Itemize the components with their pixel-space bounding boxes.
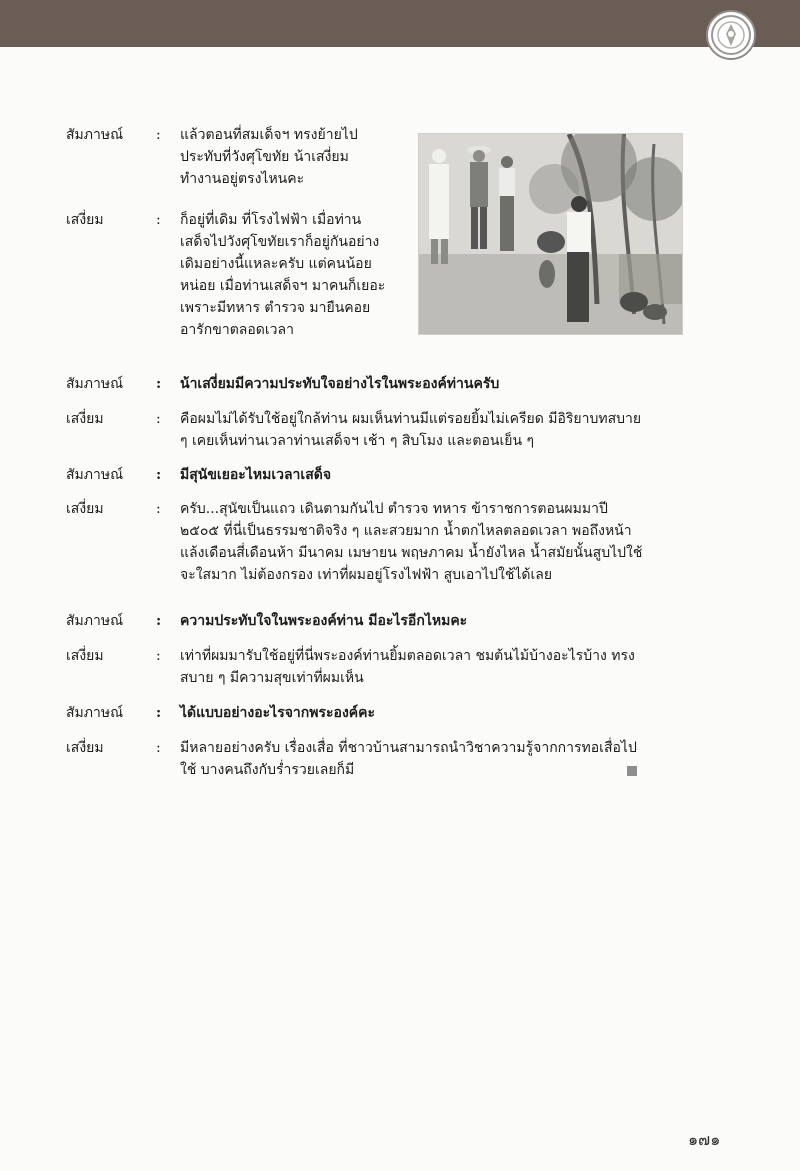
speaker-label: สัมภาษณ์ (66, 705, 124, 721)
speaker-label: สัมภาษณ์ (66, 127, 124, 143)
speaker-label: สัมภาษณ์ (66, 467, 124, 483)
speaker-label: สัมภาษณ์ (66, 613, 124, 629)
colon-separator: : (156, 740, 161, 756)
speaker-label: เสงี่ยม (66, 648, 104, 664)
colon-separator: : (156, 648, 161, 664)
end-mark (627, 766, 637, 776)
speaker-label: เสงี่ยม (66, 740, 104, 756)
speaker-label: เสงี่ยม (66, 411, 104, 427)
dialogue-text: เท่าที่ผมมารับใช้อยู่ที่นี่พระองค์ท่านยิ้มตลอดเวลา ชมต้นไม้บ้างอะไรบ้าง ทรงสบาย ๆ มีความสุขเท่าที่ผมเห็น (180, 648, 635, 686)
archival-photo (418, 133, 683, 335)
colon-separator: : (156, 613, 162, 629)
colon-separator: : (156, 705, 162, 721)
speaker-label: เสงี่ยม (66, 212, 104, 228)
dialogue-text: มีสุนัขเยอะไหมเวลาเสด็จ (180, 467, 332, 483)
colon-separator: : (156, 467, 162, 483)
colon-separator: : (156, 501, 161, 517)
speaker-label: สัมภาษณ์ (66, 376, 124, 392)
dialogue-text: ความประทับใจในพระองค์ท่าน มีอะไรอีกไหมคะ (180, 613, 468, 629)
header-band (0, 0, 800, 47)
dialogue-text: ได้แบบอย่างอะไรจากพระองค์คะ (180, 705, 376, 721)
institution-seal-icon (706, 10, 756, 60)
speaker-label: เสงี่ยม (66, 501, 104, 517)
dialogue-text: มีหลายอย่างครับ เรื่องเสื่อ ที่ชาวบ้านสามารถนำวิชาความรู้จากการทอเสื่อไปใช้ บางคนถึงกับร่ำรวยเลยก็มี (180, 740, 637, 778)
dialogue-text: ก็อยู่ที่เดิม ที่โรงไฟฟ้า เมื่อท่านเสด็จไปวังศุโขทัยเราก็อยู่กันอย่างเดิมอย่างนี้แหละครับ แต่คนน้อยหน่อย เมื่อท่านเสด็จฯ มาคนก็เยอะเพราะมีทหาร ตำรวจ มายืนคอยอารักขาตลอดเวลา (180, 212, 386, 338)
colon-separator: : (156, 127, 161, 143)
dialogue-text: แล้วตอนที่สมเด็จฯ ทรงย้ายไปประทับที่วังศุโขทัย น้าเสงี่ยมทำงานอยู่ตรงไหนคะ (180, 127, 358, 187)
colon-separator: : (156, 212, 161, 228)
dialogue-text: คือผมไม่ได้รับใช้อยู่ใกล้ท่าน ผมเห็นท่านมีแต่รอยยิ้มไม่เครียด มีอิริยาบทสบาย ๆ เคยเห็นท่านเวลาท่านเสด็จฯ เช้า ๆ สิบโมง และตอนเย็น ๆ (180, 411, 642, 449)
colon-separator: : (156, 376, 162, 392)
colon-separator: : (156, 411, 161, 427)
page-number: ๑๗๑ (688, 1130, 721, 1149)
dialogue-text: น้าเสงี่ยมมีความประทับใจอย่างไรในพระองค์ท่านครับ (180, 376, 500, 392)
dialogue-text: ครับ...สุนัขเป็นแถว เดินตามกันไป ตำรวจ ทหาร ข้าราชการตอนผมมาปี ๒๕๐๕ ที่นี่เป็นธรรมชาติจริง ๆ และสวยมาก น้ำตกไหลตลอดเวลา พอถึงหน้าแล้งเดือนสี่เดือนห้า มีนาคม เมษายน พฤษภาคม น้ำยังไหล น้ำสมัยนั้นสูบไปใช้จะใสมาก ไม่ต้องกรอง เท่าที่ผมอยู่โรงไฟฟ้า สูบเอาไปใช้ได้เลย (180, 501, 643, 583)
